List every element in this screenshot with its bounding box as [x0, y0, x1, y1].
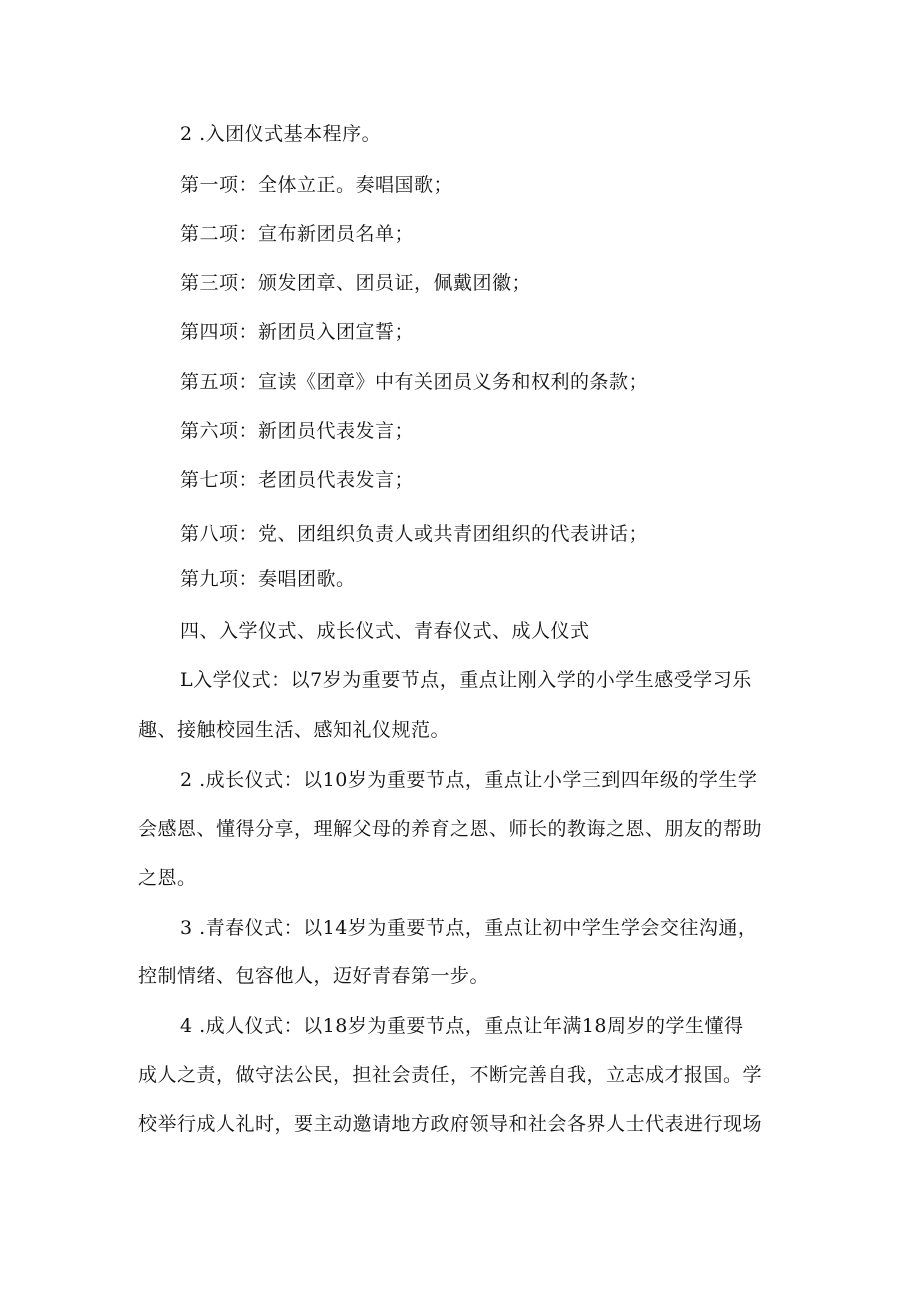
- paragraph-line: 3 .青春仪式：以14岁为重要节点，重点让初中学生学会交往沟通，: [180, 917, 758, 939]
- paragraph-line: 第三项：颁发团章、团员证，佩戴团徽；: [180, 272, 532, 294]
- paragraph-line: 第九项：奏唱团歌。: [180, 568, 356, 590]
- paragraph-line: 第五项：宣读《团章》中有关团员义务和权利的条款；: [180, 371, 649, 393]
- paragraph-line: 第二项：宣布新团员名单；: [180, 223, 415, 245]
- paragraph-line: 2 .入团仪式基本程序。: [180, 123, 382, 145]
- paragraph-line: 控制情绪、包容他人，迈好青春第一步。: [138, 965, 490, 987]
- paragraph-line: 第六项：新团员代表发言；: [180, 420, 415, 442]
- paragraph-line: 成人之责，做守法公民，担社会责任，不断完善自我，立志成才报国。学: [138, 1064, 763, 1086]
- paragraph-line: 校举行成人礼时，要主动邀请地方政府领导和社会各界人士代表进行现场: [138, 1113, 763, 1135]
- paragraph-line: 2 .成长仪式：以10岁为重要节点，重点让小学三到四年级的学生学: [180, 769, 758, 791]
- paragraph-line: 第七项：老团员代表发言；: [180, 469, 415, 491]
- section-heading: 四、入学仪式、成长仪式、青春仪式、成人仪式: [180, 620, 590, 642]
- paragraph-line: 第八项：党、团组织负责人或共青团组织的代表讲话；: [180, 523, 649, 545]
- paragraph-line: 第一项：全体立正。奏唱国歌；: [180, 174, 454, 196]
- paragraph-line: 会感恩、懂得分享，理解父母的养育之恩、师长的教诲之恩、朋友的帮助: [138, 818, 763, 840]
- paragraph-line: L入学仪式：以7岁为重要节点，重点让刚入学的小学生感受学习乐: [180, 669, 752, 691]
- paragraph-line: 第四项：新团员入团宣誓；: [180, 321, 415, 343]
- paragraph-line: 4 .成人仪式：以18岁为重要节点，重点让年满18周岁的学生懂得: [180, 1015, 744, 1037]
- paragraph-line: 之恩。: [138, 867, 197, 889]
- paragraph-line: 趣、接触校园生活、感知礼仪规范。: [138, 719, 451, 741]
